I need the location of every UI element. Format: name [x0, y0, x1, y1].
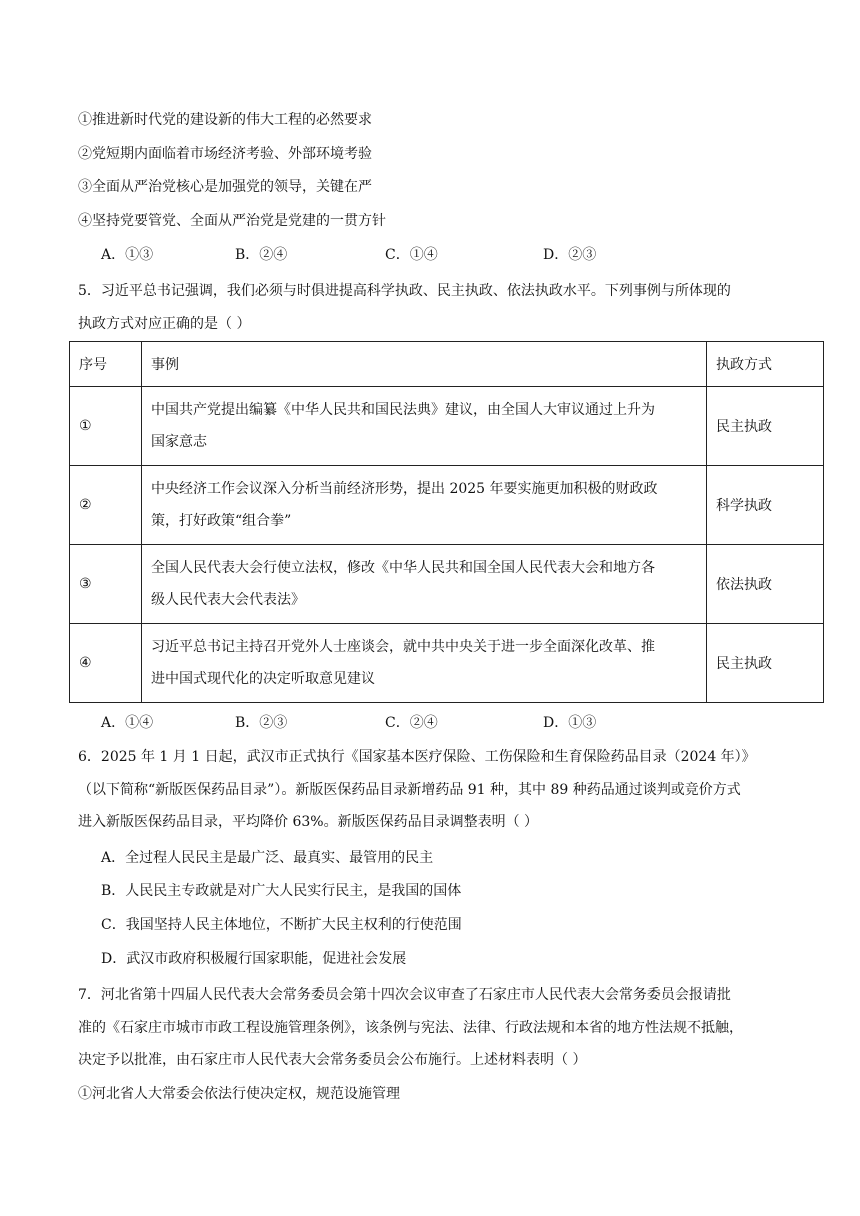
row-mode: 民主执政: [707, 387, 824, 466]
row-example-line: 中国共产党提出编纂《中华人民共和国民法典》建议，由全国人大审议通过上升为: [151, 402, 655, 418]
q5-option-a[interactable]: A．①④: [101, 715, 154, 731]
q4-option-b[interactable]: B．②④: [235, 247, 288, 263]
header-example: 事例: [142, 342, 707, 387]
q5-option-b[interactable]: B．②③: [235, 715, 288, 731]
q7-stem: [78, 979, 790, 1077]
table-row: [70, 624, 824, 703]
row-example-line: 全国人民代表大会行使立法权，修改《中华人民共和国全国人民代表大会和地方各: [151, 560, 655, 576]
row-number: ②: [70, 466, 142, 545]
table-row: [70, 545, 824, 624]
row-example-line: 进中国式现代化的决定听取意见建议: [151, 671, 375, 687]
q5-stem: [78, 275, 790, 340]
q7-statement-1: ①河北省人大常委会依法行使决定权，规范设施管理: [78, 1086, 400, 1102]
q4-statement-3: ③全面从严治党核心是加强党的领导，关键在严: [78, 179, 372, 195]
q4-option-c[interactable]: C．①④: [385, 247, 438, 263]
row-example: [142, 466, 707, 545]
table-row: [70, 466, 824, 545]
row-example: [142, 624, 707, 703]
q5-table: [69, 341, 824, 703]
q5-option-d[interactable]: D．①③: [543, 715, 597, 731]
q4-option-d[interactable]: D．②③: [543, 247, 597, 263]
q4-statement-1: ①推进新时代党的建设新的伟大工程的必然要求: [78, 112, 372, 128]
row-example-line: 级人民代表大会代表法》: [151, 592, 305, 608]
row-number: ①: [70, 387, 142, 466]
row-example-line: 中央经济工作会议深入分析当前经济形势，提出 2025 年要实施更加积极的财政政: [151, 481, 658, 497]
row-number: ④: [70, 624, 142, 703]
header-number: 序号: [70, 342, 142, 387]
q6-stem-line-1: 6．2025 年 1 月 1 日起，武汉市正式执行《国家基本医疗保险、工伤保险和生育保险药品目录（2024 年）》: [78, 749, 756, 765]
q5-stem-line-1: 5．习近平总书记强调，我们必须与时俱进提高科学执政、民主执政、依法执政水平。下列事例与所体现的: [78, 283, 731, 299]
row-mode: 依法执政: [707, 545, 824, 624]
q4-statement-2: ②党短期内面临着市场经济考验、外部环境考验: [78, 146, 372, 162]
q7-stem-line-2: 准的《石家庄市城市市政工程设施管理条例》，该条例与宪法、法律、行政法规和本省的地方性法规不抵触，: [78, 1019, 743, 1036]
row-example-line: 国家意志: [151, 434, 207, 450]
table-header-row: [70, 342, 824, 387]
q4-option-a[interactable]: A．①③: [101, 247, 154, 263]
table-row: [70, 387, 824, 466]
q6-choice-b[interactable]: B．人民民主专政就是对广大人民实行民主，是我国的国体: [101, 883, 462, 899]
row-example-line: 习近平总书记主持召开党外人士座谈会，就中共中央关于进一步全面深化改革、推: [151, 639, 655, 655]
row-mode: 科学执政: [707, 466, 824, 545]
row-number: ③: [70, 545, 142, 624]
q4-options: [101, 244, 596, 266]
q7-stem-line-3: 决定予以批准，由石家庄市人民代表大会常务委员会公布施行。上述材料表明（ ）: [78, 1052, 587, 1068]
q5-options: [101, 712, 596, 734]
row-example: [142, 387, 707, 466]
q6-stem-line-3: 进入新版医保药品目录，平均降价 63%。新版医保药品目录调整表明（ ）: [78, 814, 539, 830]
q6-choice-a[interactable]: A．全过程人民民主是最广泛、最真实、最管用的民主: [101, 850, 434, 866]
q7-stem-line-1: 7．河北省第十四届人民代表大会常务委员会第十四次会议审查了石家庄市人民代表大会常务委员会报请批: [78, 987, 731, 1003]
row-example-line: 策，打好政策“组合拳”: [151, 513, 292, 529]
q5-option-c[interactable]: C．②④: [385, 715, 438, 731]
q6-choice-d[interactable]: D．武汉市政府积极履行国家职能，促进社会发展: [101, 951, 407, 967]
q6-stem-line-2: （以下简称“新版医保药品目录”）。新版医保药品目录新增药品 91 种，其中 89 种药品通过谈判或竞价方式: [78, 781, 741, 798]
row-mode: 民主执政: [707, 624, 824, 703]
q6-stem: [78, 741, 790, 839]
q5-stem-line-2: 执政方式对应正确的是（ ）: [78, 315, 251, 332]
header-governance-mode: 执政方式: [707, 342, 824, 387]
q4-statement-4: ④坚持党要管党、全面从严治党是党建的一贯方针: [78, 213, 386, 229]
row-example: [142, 545, 707, 624]
q6-choice-c[interactable]: C．我国坚持人民主体地位，不断扩大民主权利的行使范围: [101, 917, 462, 933]
